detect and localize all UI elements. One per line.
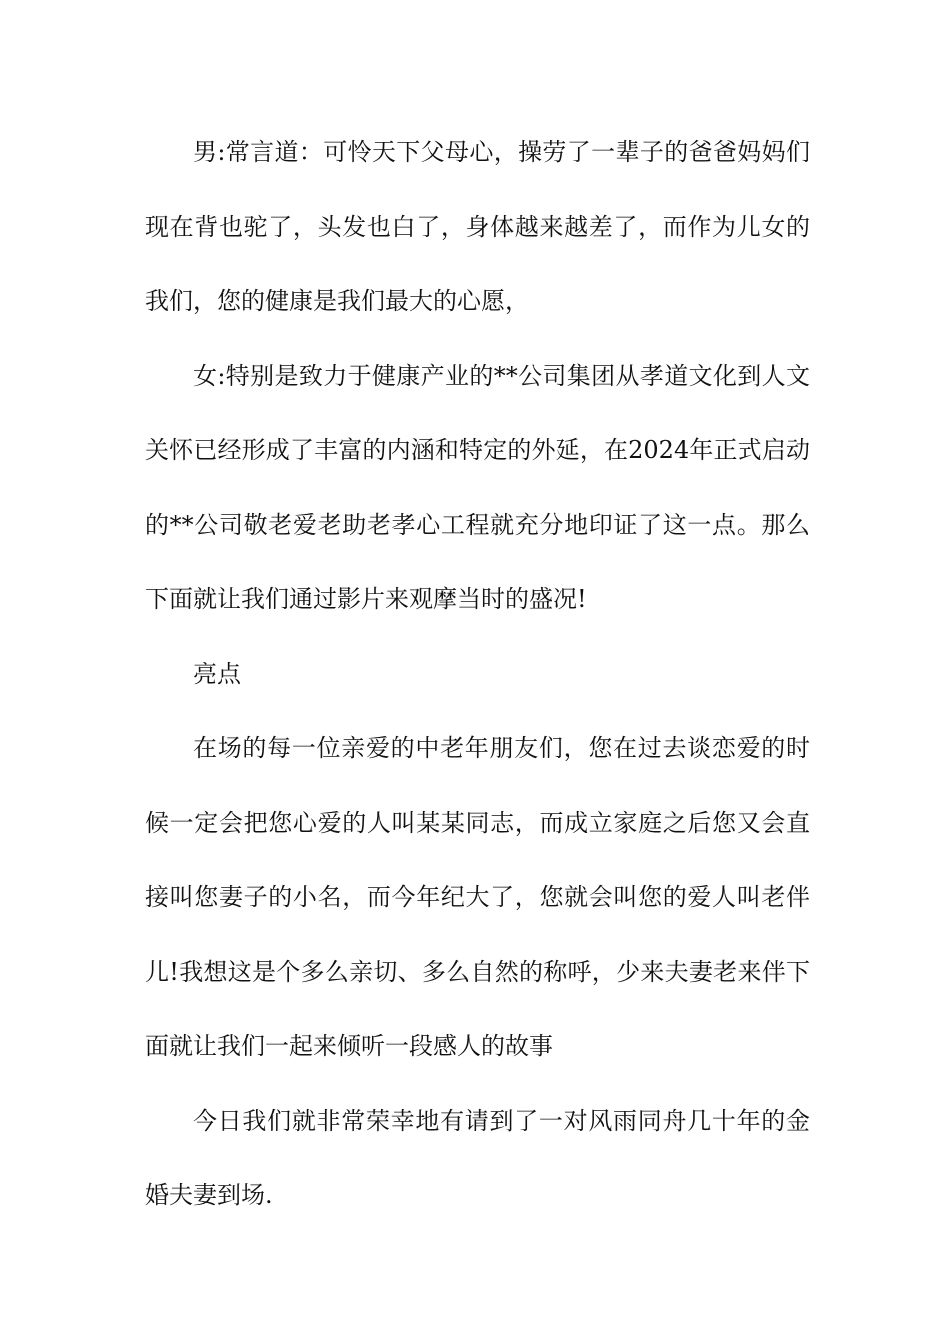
paragraph-company-project: 女:特别是致力于健康产业的**公司集团从孝道文化到人文关怀已经形成了丰富的内涵和特定的外延，在2024年正式启动的**公司敬老爱老助老孝心工程就充分地印证了这一点。那么下面就让我们通过影片来观摩当时的盛况!	[145, 361, 810, 613]
paragraph-old-partner: 在场的每一位亲爱的中老年朋友们，您在过去谈恋爱的时候一定会把您心爱的人叫某某同志，而成立家庭之后您又会直接叫您妻子的小名，而今年纪大了，您就会叫您的爱人叫老伴儿!我想这是个多么亲切、多么自然的称呼，少来夫妻老来伴下面就让我们一起来倾听一段感人的故事	[145, 734, 810, 1060]
document-body	[145, 115, 810, 1233]
paragraph-parents-health: 男:常言道：可怜天下父母心，操劳了一辈子的爸爸妈妈们现在背也驼了，头发也白了，身体越来越差了，而作为儿女的我们，您的健康是我们最大的心愿，	[145, 138, 810, 315]
paragraph-highlight-heading: 亮点	[193, 659, 241, 688]
paragraph-golden-couple: 今日我们就非常荣幸地有请到了一对风雨同舟几十年的金婚夫妻到场.	[145, 1106, 810, 1209]
